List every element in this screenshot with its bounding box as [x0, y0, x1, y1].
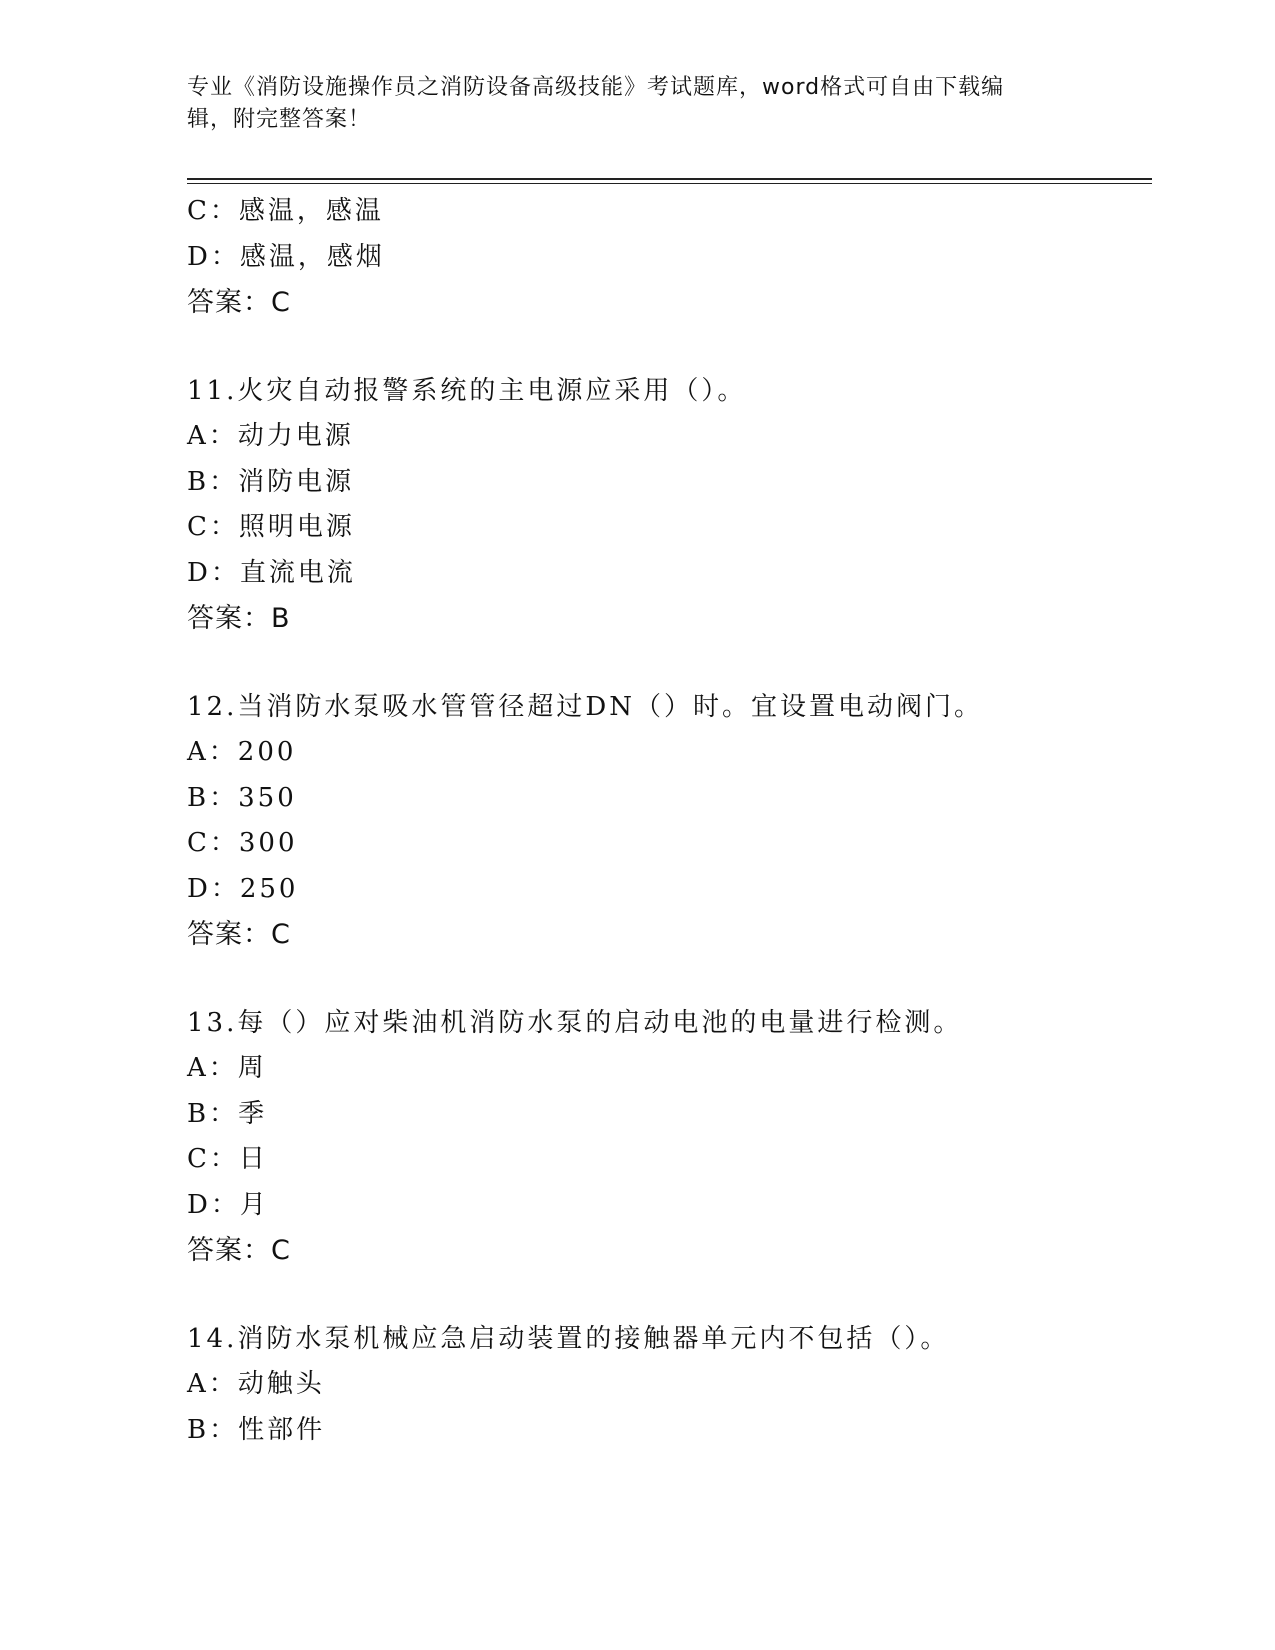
- option-c: C：照明电源: [187, 512, 355, 542]
- question-stem: 12.当消防水泵吸水管管径超过DN（）时。宜设置电动阀门。: [187, 691, 983, 722]
- answer-line: 答案：C: [187, 1235, 291, 1266]
- header-divider-thin: [187, 183, 1152, 184]
- answer-line: 答案：B: [187, 603, 291, 634]
- question-stem: 13.每（）应对柴油机消防水泵的启动电池的电量进行检测。: [187, 1007, 963, 1038]
- option-c: C：300: [187, 828, 298, 858]
- option-b: B：消防电源: [187, 466, 355, 497]
- option-a: A：200: [187, 737, 297, 767]
- option-a: A：动触头: [187, 1369, 325, 1399]
- question-list: [187, 189, 1147, 1453]
- option-d: D：直流电流: [187, 557, 356, 588]
- question-12: [187, 685, 1147, 958]
- option-a: A：动力电源: [187, 421, 354, 451]
- option-c: C：日: [187, 1144, 268, 1174]
- option-d: D：250: [187, 873, 299, 904]
- option-b: B：性部件: [187, 1414, 326, 1445]
- answer-line: 答案：C: [187, 287, 291, 318]
- option-b: B：350: [187, 782, 297, 813]
- header-line-2: 辑，附完整答案！: [187, 107, 372, 132]
- option-c: C：感温，感温: [187, 196, 384, 226]
- answer-line: 答案：C: [187, 919, 291, 950]
- question-stem: 11.火灾自动报警系统的主电源应采用（）。: [187, 375, 747, 406]
- question-stem: 14.消防水泵机械应急启动装置的接触器单元内不包括（）。: [187, 1323, 950, 1354]
- question-13: [187, 1001, 1147, 1274]
- option-b: B：季: [187, 1098, 268, 1129]
- option-d: D：月: [187, 1189, 269, 1220]
- question-14: [187, 1317, 1147, 1454]
- question-11: [187, 369, 1147, 642]
- option-d: D：感温，感烟: [187, 241, 385, 272]
- document-header: [187, 72, 1067, 136]
- header-divider-thick: [187, 178, 1152, 180]
- option-a: A：周: [187, 1053, 267, 1083]
- header-line-1: 专业《消防设施操作员之消防设备高级技能》考试题库，word格式可自由下载编: [187, 75, 1005, 100]
- question-10-continued: [187, 189, 1147, 326]
